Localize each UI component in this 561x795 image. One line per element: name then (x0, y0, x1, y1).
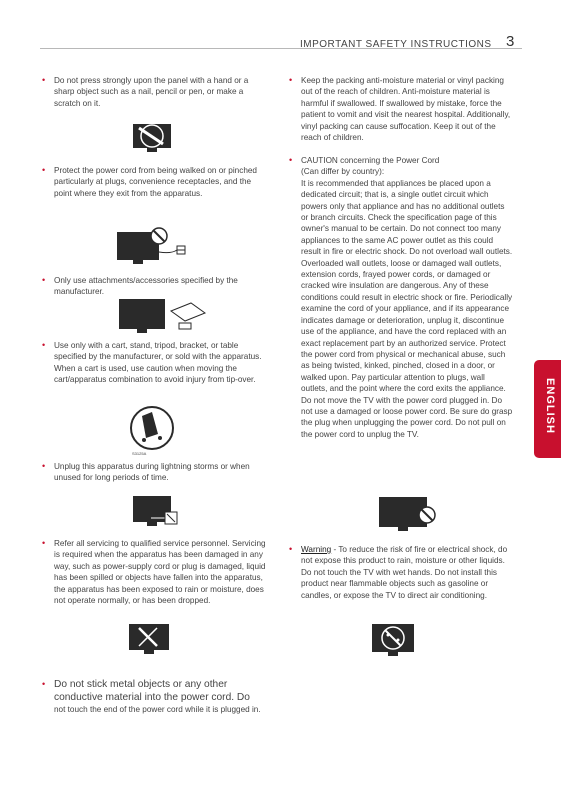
no-press-panel-icon (131, 120, 175, 156)
bullet-icon: • (289, 155, 293, 165)
bullet-icon: • (42, 75, 46, 85)
bullet-icon: • (42, 461, 46, 471)
header-title: IMPORTANT SAFETY INSTRUCTIONS (300, 39, 492, 50)
list-item: • Refer all servicing to qualified service personnel. Servicing is required when the apparatus has been damaged in any way, such as power-supply cord or plug is damaged, liquid has been spilled or objects have fallen into the apparatus, the apparatus has been exposed to rain or moisture, does not operate normally, or has been dropped. (42, 538, 266, 606)
list-item: • Unplug this apparatus during lightning storms or when unused for long periods of time. (42, 461, 250, 483)
list-item: • Do not stick metal objects or any other conductive material into the power cord. Do (42, 679, 250, 703)
wet-hands-icon (377, 495, 439, 535)
list-item: • CAUTION concerning the Power Cord (Can differ by country): It is recommended that appliances be placed upon a dedicated circuit; that is, a single outlet circuit which powers only that appliance and has no additional outlets or branch circuits. Check the specification page of this owner's manual to be certain. Do not connect too many appliances to the same AC power outlet as this could result in fire or electric shock. Do not overload wall outlets. Overloaded wall outlets, loose or damaged wall outlets, extension cords, frayed power cords, or damaged or cracked wire insulation are dangerous. Any of these conditions could result in electric shock or fire. Periodically examine the cord of your appliance, and if its appearance indicates damage or deterioration, unplug it, discontinue use of the appliance, and have the cord replaced with an exact replacement part by an authorized service. Protect the power cord from physical or mechanical abuse, such as being twisted, kinked, pinched, closed in a door, or walked upon. Pay particular attention to plugs, wall outlets, and the point where the cord exits the appliance. Do not move the TV with the power cord plugged in. Do not use a damaged or loose power cord. Be sure do grasp the plug when unplugging the power cord. Do not pull on the power cord to unplug the TV. (289, 155, 513, 439)
no-liquids-icon (370, 622, 416, 662)
bullet-icon: • (42, 275, 46, 285)
language-tab (534, 360, 561, 458)
list-item: • Protect the power cord from being walked on or pinched particularly at plugs, convenience receptacles, and the point where they exit from the apparatus. (42, 165, 257, 198)
power-cord-icon (115, 222, 197, 268)
page-number: 3 (506, 33, 515, 50)
bullet-icon: • (289, 75, 293, 85)
bullet-icon: • (42, 679, 46, 689)
list-item: • Only use attachments/accessories specified by the manufacturer. (42, 275, 238, 297)
bullet-icon: • (289, 544, 293, 554)
bullet-icon: • (42, 340, 46, 350)
list-item: • Use only with a cart, stand, tripod, bracket, or table specified by the manufacturer, or sold with the apparatus. When a cart is used, use caution when moving the cart/apparatus combination to avoid injury from tip-over. (42, 340, 262, 385)
bullet-icon: • (42, 165, 46, 175)
language-tab-label: ENGLISH (544, 378, 556, 434)
list-item-continued: not touch the end of the power cord while it is plugged in. (54, 705, 261, 714)
cart-label: S3125A (132, 451, 147, 456)
list-item: • Do not press strongly upon the panel with a hand or a sharp object such as a nail, pencil or pen, or make a scratch on it. (42, 75, 249, 108)
bullet-icon: • (42, 538, 46, 548)
accessories-icon (117, 297, 209, 335)
list-item (289, 544, 513, 601)
list-item: • Keep the packing anti-moisture material or vinyl packing out of the reach of children. Anti-moisture material is harmful if swallowed. If swallowed by mistake, force the patient to vomit and visit the nearest hospital. Additionally, vinyl packing can cause suffocation. Keep it out of the reach of children. (289, 75, 511, 143)
warning-text: - To reduce the risk of fire or electrical shock, do not expose this product to rain, moisture or other liquids. Do not touch the TV with wet hands. Do not install this product near flammable objects such as gasoline or candles, or expose the TV to direct air conditioning. (301, 545, 508, 600)
unplug-icon (131, 494, 183, 532)
no-service-icon (127, 622, 173, 658)
warning-label: Warning (301, 545, 332, 554)
cart-tipover-icon (128, 404, 176, 456)
